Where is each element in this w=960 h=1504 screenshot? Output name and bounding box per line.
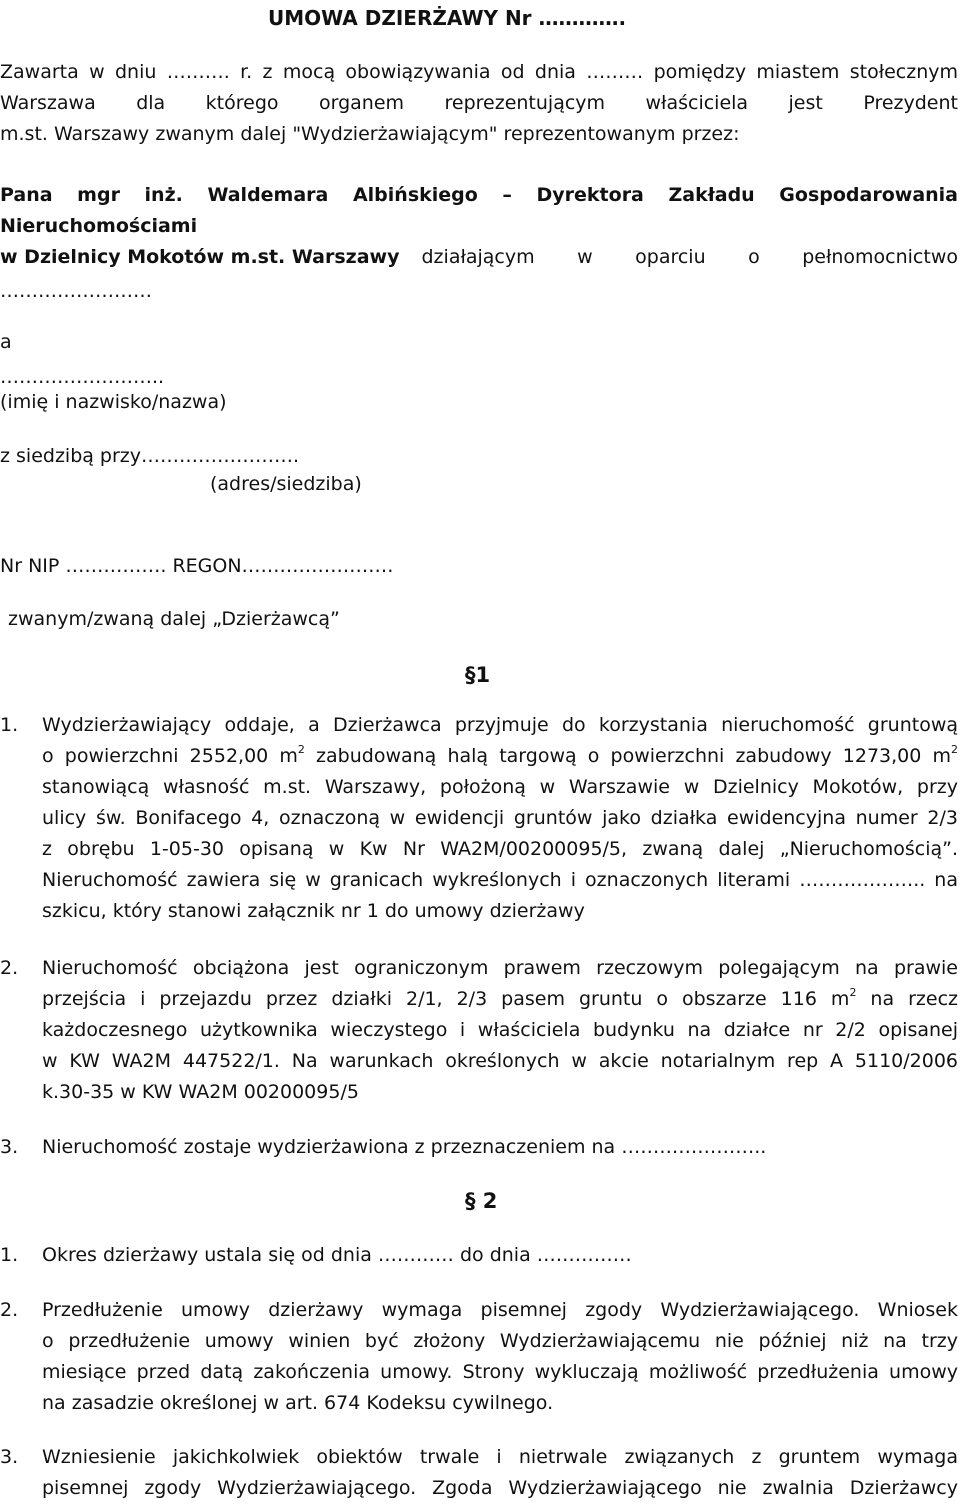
item-line: k.30-35 w KW WA2M 00200095/5 [42,1081,359,1103]
item-line-with-superscripts [42,741,958,772]
item-number: 3. [0,1446,19,1468]
item-line: pisemnej zgody Wydzierżawiającego. Zgoda Wydzierżawiającego nie zwalnia Dzierżawcy [42,1477,958,1499]
intro-line-2: Warszawa dla którego organem reprezentującym właściciela jest Prezydent [0,92,958,114]
item-number: 3. [0,1136,19,1158]
representative-basis-text: działającym w oparciu o pełnomocnictwo [421,246,958,268]
section-1-heading: §1 [465,663,491,687]
representative-office: w Dzielnicy Mokotów m.st. Warszawy [0,246,400,268]
section-1-item-3 [0,1132,958,1163]
item-line: Wydzierżawiający oddaje, a Dzierżawca przyjmuje do korzystania nieruchomość gruntową [42,714,958,736]
item-line: Wzniesienie jakichkolwiek obiektów trwale i nietrwale związanych z gruntem wymaga [42,1446,958,1468]
section-2-item-1 [0,1240,958,1271]
item-line: w KW WA2M 447522/1. Na warunkach określonych w akcie notarialnym rep A 5110/2006 [42,1050,958,1072]
party-a: a [0,331,12,353]
item-line-with-superscript [42,984,958,1015]
party-name-label: (imię i nazwisko/nazwa) [0,391,227,413]
contract-title: UMOWA DZIERŻAWY Nr …………. [268,6,627,30]
item-line: z obrębu 1-05-30 opisaną w Kw Nr WA2M/00200095/5, zwaną dalej „Nieruchomością”. [42,838,958,860]
building-area-text: zabudowaną halą targową o powierzchni zabudowy 1273,00 m [304,745,951,767]
section-1-item-1 [0,710,958,927]
party-name-dots: …………………….. [0,366,165,388]
item-line: na zasadzie określonej w art. 674 Kodeksu cywilnego. [42,1392,554,1414]
superscript: 2 [951,742,958,756]
superscript: 2 [849,985,857,999]
party-address-label: (adres/siedziba) [210,473,362,495]
easement-text-end: na rzecz [856,988,958,1010]
section-2-item-2 [0,1295,958,1419]
item-number: 1. [0,714,19,736]
item-line: szkicu, który stanowi załącznik nr 1 do umowy dzierżawy [42,900,585,922]
party-nip-regon: Nr NIP ……………. REGON…………………… [0,555,394,577]
power-of-attorney-dots: …………………… [0,280,152,302]
section-2-heading: § 2 [465,1189,498,1213]
item-line: miesiące przed datą zakończenia umowy. Strony wykluczają możliwość przedłużenia umowy [42,1361,958,1383]
intro-paragraph [0,57,958,150]
item-line: Nieruchomość zostaje wydzierżawiona z przeznaczeniem na ………………….. [42,1136,767,1158]
representative-line-2: Nieruchomościami [0,215,198,237]
item-line: Okres dzierżawy ustala się od dnia ………… do dnia …………… [42,1244,632,1266]
representative-block [0,180,958,242]
section-2-item-3 [0,1442,958,1504]
party-address: z siedzibą przy……………………. [0,445,300,467]
section-1-item-2 [0,953,958,1108]
representative-line-3 [0,242,958,273]
item-line: Nieruchomość obciążona jest ograniczonym prawem rzeczowym polegającym na prawie [42,957,958,979]
area-text: o powierzchni 2552,00 m [42,745,298,767]
item-number: 2. [0,957,19,979]
representative-line-1: Pana mgr inż. Waldemara Albińskiego – Dyrektora Zakładu Gospodarowania [0,184,958,206]
intro-line-1: Zawarta w dniu ………. r. z mocą obowiązywania od dnia ……… pomiędzy miastem stołecznym [0,61,958,83]
party-called: zwanym/zwaną dalej „Dzierżawcą” [8,608,340,630]
easement-text: przejścia i przejazdu przez działki 2/1, 2/3 pasem gruntu o obszarze 116 m [42,988,850,1010]
representative-basis [422,242,959,273]
item-line: Nieruchomość zawiera się w granicach wykreślonych i oznaczonych literami ……………….. na [42,869,958,891]
item-line: stanowiącą własność m.st. Warszawy, położoną w Warszawie w Dzielnicy Mokotów, przy [42,776,958,798]
superscript: 2 [297,742,305,756]
item-line: ulicy św. Bonifacego 4, oznaczoną w ewidencji gruntów jako działka ewidencyjna numer 2/3 [42,807,958,829]
intro-line-3: m.st. Warszawy zwanym dalej "Wydzierżawiającym" reprezentowanym przez: [0,123,740,145]
item-line: każdoczesnego użytkownika wieczystego i właściciela budynku na działce nr 2/2 opisanej [42,1019,958,1041]
item-line: Przedłużenie umowy dzierżawy wymaga pisemnej zgody Wydzierżawiającego. Wniosek [42,1299,958,1321]
item-number: 2. [0,1299,19,1321]
item-line: o przedłużenie umowy winien być złożony Wydzierżawiającemu nie później niż na trzy [42,1330,958,1352]
item-number: 1. [0,1244,19,1266]
